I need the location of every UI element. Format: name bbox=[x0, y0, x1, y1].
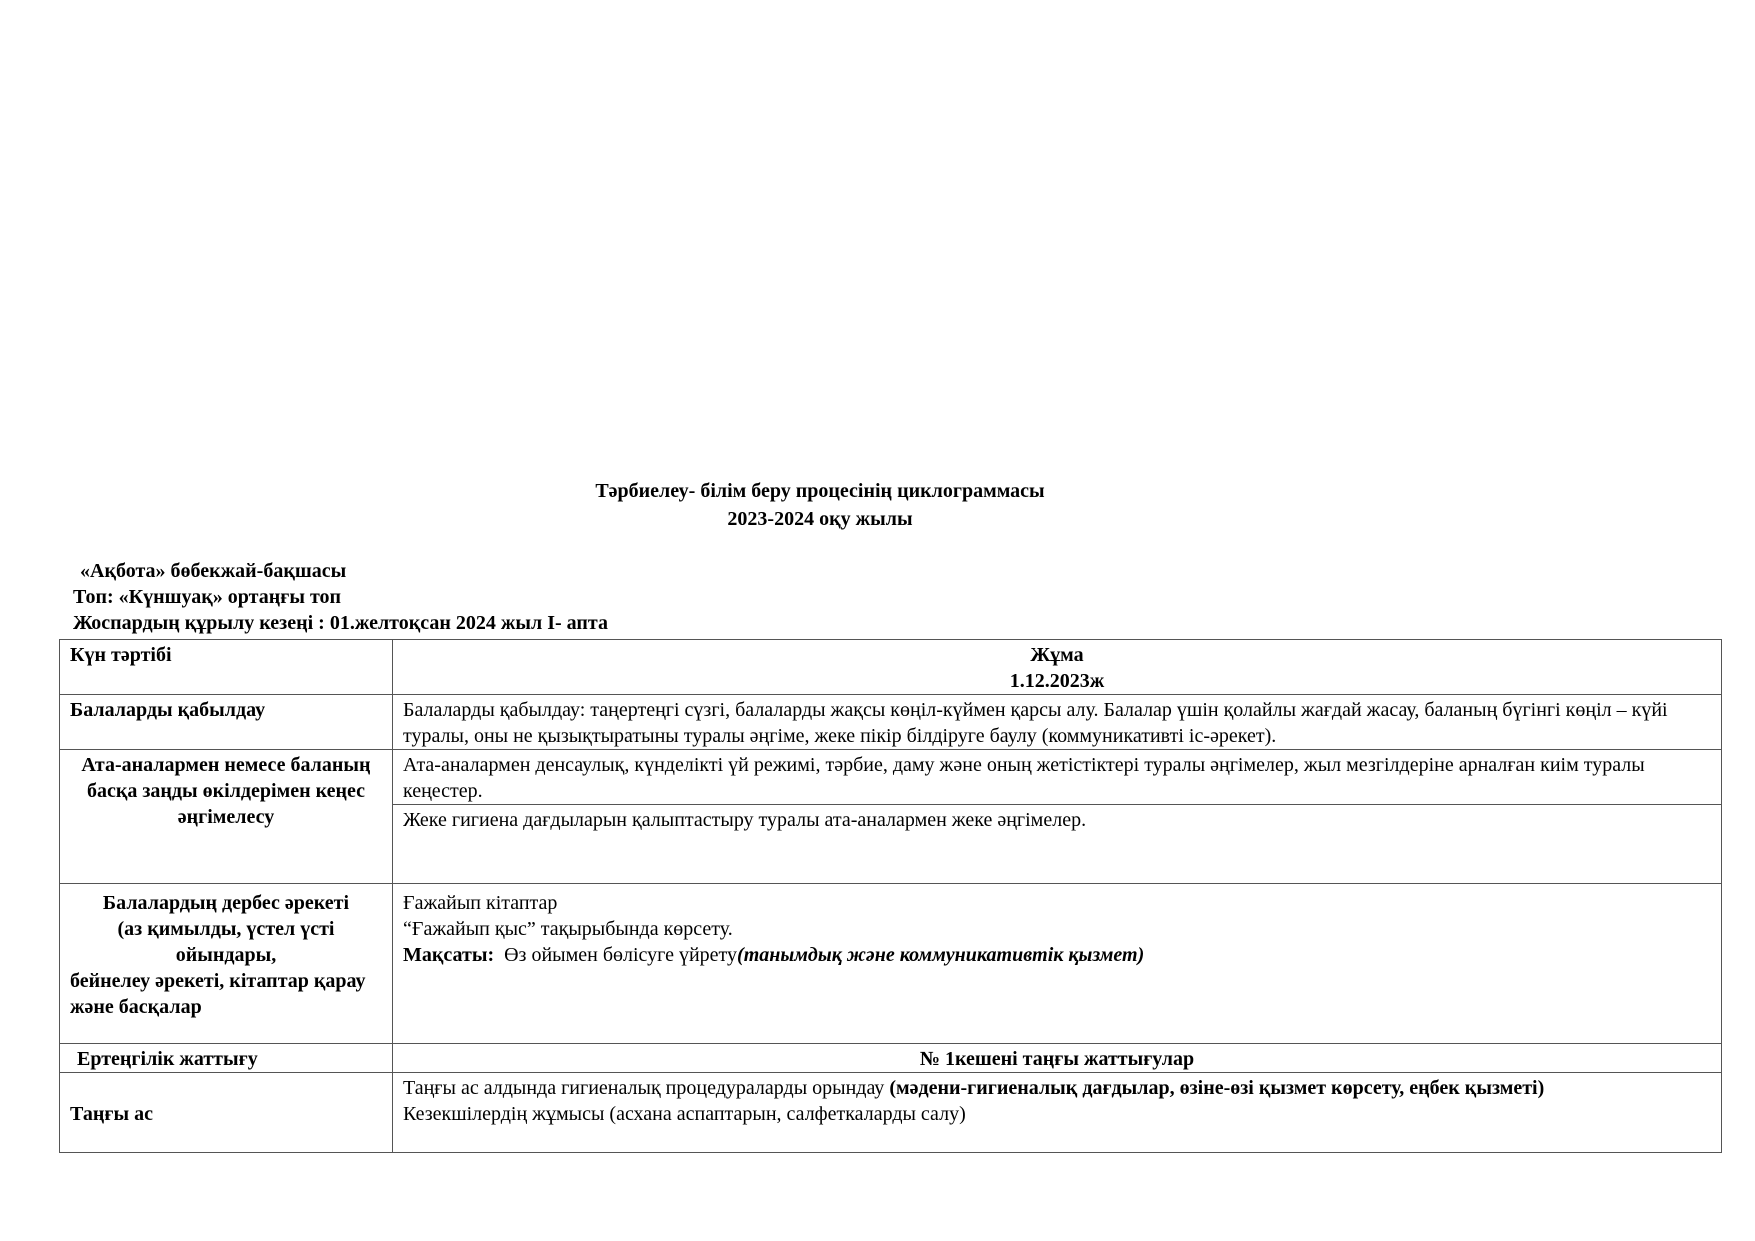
table-row bbox=[60, 1073, 1722, 1153]
schedule-table bbox=[59, 639, 1722, 1153]
content-bold: (мәдени-гигиеналық дағдылар, өзіне-өзі қызмет көрсету, еңбек қызметі) bbox=[889, 1077, 1545, 1099]
content-line: Ғажайып кітаптар bbox=[403, 892, 558, 914]
table-row bbox=[60, 1044, 1722, 1073]
goal-label: Мақсаты: bbox=[403, 944, 495, 966]
goal-note: (танымдық және коммуникативтік қызмет) bbox=[737, 944, 1145, 966]
label-line: Балалардың дербес әрекеті bbox=[102, 892, 350, 914]
row-label: Балаларды қабылдау bbox=[60, 695, 393, 750]
day-date: 1.12.2023ж bbox=[1009, 670, 1105, 692]
content-plain: Таңғы ас алдында гигиеналық процедураларды орындау bbox=[403, 1077, 890, 1099]
day-name: Жұма bbox=[1030, 644, 1084, 666]
label-line: (аз қимылды, үстел үсті ойындары, bbox=[117, 918, 335, 966]
group-name: Топ: «Күншуақ» ортаңғы топ bbox=[73, 586, 342, 608]
row-label bbox=[60, 884, 393, 1044]
document-title: Тәрбиелеу- білім беру процесінің циклограммасы bbox=[595, 480, 1045, 502]
day-header bbox=[393, 640, 1722, 695]
row-content: Ата-аналармен денсаулық, күнделікті үй режимі, тәрбие, даму және оның жетістіктері туралы әңгімелер, жыл мезгілдеріне арналған киім туралы кеңестер. bbox=[393, 750, 1722, 805]
row-content: Балаларды қабылдау: таңертеңгі сүзгі, балаларды жақсы көңіл-күймен қарсы алу. Балалар үшін қолайлы жағдай жасау, баланың бүгінгі көңіл – күйі туралы, оны не қызықтыратыны туралы әңгіме, жеке пікір білдіруге баулу (коммуникативті іс-әрекет). bbox=[393, 695, 1722, 750]
row-content bbox=[393, 884, 1722, 1044]
table-row bbox=[60, 695, 1722, 750]
plan-period: Жоспардың құрылу кезеңі : 01.желтоқсан 2024 жыл I- апта bbox=[73, 612, 608, 634]
content-line: “Ғажайып қыс” тақырыбында көрсету. bbox=[403, 918, 733, 940]
table-row bbox=[60, 884, 1722, 1044]
table-header-row bbox=[60, 640, 1722, 695]
row-content: Жеке гигиена дағдыларын қалыптастыру туралы ата-аналармен жеке әңгімелер. bbox=[393, 805, 1722, 884]
goal-line bbox=[403, 942, 1711, 968]
table-row bbox=[60, 750, 1722, 805]
goal-text: Өз ойымен бөлісуге үйрету bbox=[494, 944, 738, 966]
academic-year: 2023-2024 оқу жылы bbox=[727, 508, 913, 530]
row-content: № 1кешені таңғы жаттығулар bbox=[393, 1044, 1722, 1073]
row-label: Таңғы ас bbox=[60, 1073, 393, 1153]
content-line: Кезекшілердің жұмысы (асхана аспаптарын, салфеткаларды салу) bbox=[403, 1103, 966, 1125]
kindergarten-name: «Ақбота» бөбекжай-бақшасы bbox=[80, 560, 347, 582]
label-line: бейнелеу әрекеті, кітаптар қарау және басқалар bbox=[70, 970, 366, 1018]
row-label: Ертеңгілік жаттығу bbox=[60, 1044, 393, 1073]
col-header-schedule: Күн тәртібі bbox=[60, 640, 393, 695]
row-content bbox=[393, 1073, 1722, 1153]
row-label: Ата-аналармен немесе баланың басқа заңды өкілдерімен кеңес әңгімелесу bbox=[60, 750, 393, 884]
content-line bbox=[403, 1075, 1711, 1101]
